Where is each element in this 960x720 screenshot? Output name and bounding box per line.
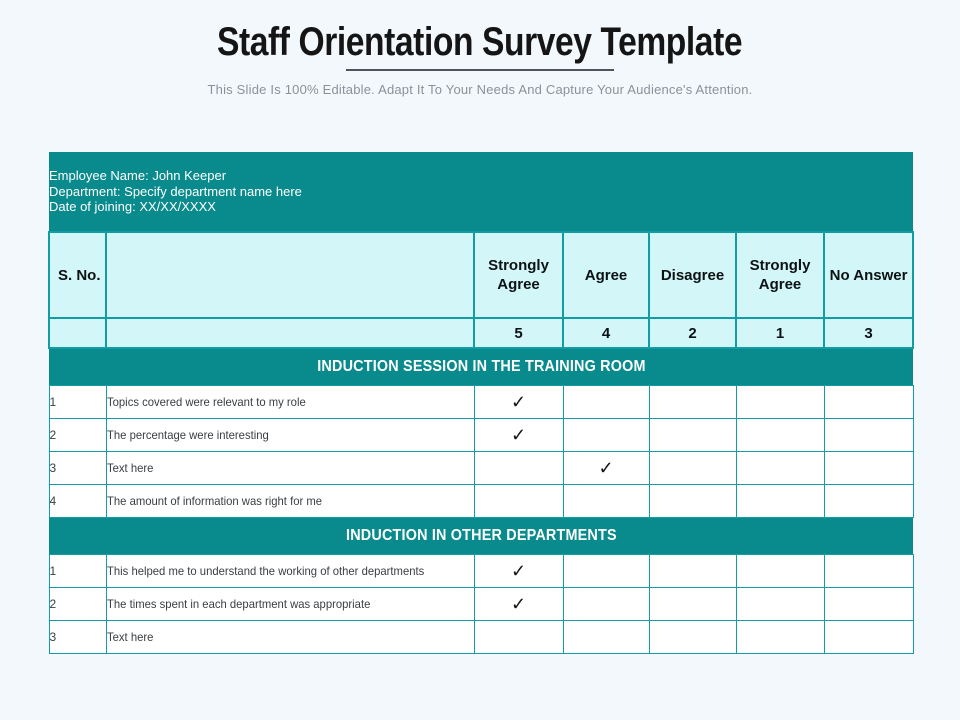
scale-value-5: 1 bbox=[736, 318, 824, 348]
row-item bbox=[106, 418, 474, 451]
department-line: Department: Specify department name here bbox=[49, 183, 302, 199]
survey-table bbox=[48, 152, 914, 654]
check-cell-empty bbox=[649, 587, 736, 620]
column-header-5: Strongly Agree bbox=[736, 232, 824, 318]
check-cell-empty bbox=[474, 484, 563, 517]
column-header-6: No Answer bbox=[824, 232, 913, 318]
row-item bbox=[106, 451, 474, 484]
scale-value-3: 4 bbox=[563, 318, 649, 348]
column-header-3: Agree bbox=[563, 232, 649, 318]
row-item-text: The amount of information was right for me bbox=[106, 493, 322, 508]
slide-header bbox=[0, 0, 960, 97]
row-item bbox=[106, 587, 474, 620]
section-header-text: INDUCTION SESSION IN THE TRAINING ROOM bbox=[316, 357, 646, 375]
row-item-text: This helped me to understand the working of other departments bbox=[106, 563, 424, 578]
row-number: 2 bbox=[49, 418, 106, 451]
row-item bbox=[106, 385, 474, 418]
check-cell-empty bbox=[824, 554, 913, 587]
check-cell-empty bbox=[824, 620, 913, 653]
check-cell-empty bbox=[824, 418, 913, 451]
column-header-1 bbox=[106, 232, 474, 318]
check-cell-empty bbox=[474, 620, 563, 653]
row-number: 1 bbox=[49, 554, 106, 587]
check-cell-empty bbox=[824, 587, 913, 620]
check-cell-empty bbox=[563, 554, 649, 587]
row-number: 4 bbox=[49, 484, 106, 517]
check-cell-empty bbox=[736, 385, 824, 418]
scale-value-6: 3 bbox=[824, 318, 913, 348]
row-item-text: The percentage were interesting bbox=[106, 427, 269, 442]
survey-row bbox=[49, 418, 913, 451]
row-item-text: Topics covered were relevant to my role bbox=[106, 394, 306, 409]
check-cell-empty bbox=[736, 620, 824, 653]
scale-value-2: 5 bbox=[474, 318, 563, 348]
check-cell-empty bbox=[649, 554, 736, 587]
check-cell-empty bbox=[736, 451, 824, 484]
check-cell-empty bbox=[649, 385, 736, 418]
check-cell-empty bbox=[824, 385, 913, 418]
section-header-0 bbox=[49, 348, 913, 385]
survey-row bbox=[49, 587, 913, 620]
survey-row bbox=[49, 385, 913, 418]
check-cell-checked: ✓ bbox=[474, 554, 563, 587]
scale-value-0 bbox=[49, 318, 106, 348]
row-number: 3 bbox=[49, 451, 106, 484]
column-header-4: Disagree bbox=[649, 232, 736, 318]
section-header-row bbox=[49, 517, 913, 554]
column-header-row bbox=[49, 232, 913, 318]
check-cell-empty bbox=[649, 451, 736, 484]
check-cell-empty bbox=[649, 620, 736, 653]
row-item bbox=[106, 554, 474, 587]
employee-name-line: Employee Name: John Keeper bbox=[49, 168, 227, 184]
survey-row bbox=[49, 620, 913, 653]
employee-info-row bbox=[49, 152, 913, 232]
survey-row bbox=[49, 554, 913, 587]
section-header-1 bbox=[49, 517, 913, 554]
survey-row bbox=[49, 451, 913, 484]
check-cell-empty bbox=[736, 587, 824, 620]
page-title-text: Staff Orientation Survey Template bbox=[217, 20, 743, 64]
row-item-text: Text here bbox=[106, 629, 153, 644]
check-cell-empty bbox=[563, 587, 649, 620]
page-title bbox=[0, 20, 960, 64]
row-number: 1 bbox=[49, 385, 106, 418]
check-cell-empty bbox=[474, 451, 563, 484]
check-cell-checked: ✓ bbox=[474, 385, 563, 418]
check-cell-checked: ✓ bbox=[474, 418, 563, 451]
check-cell-checked: ✓ bbox=[474, 587, 563, 620]
check-cell-checked: ✓ bbox=[563, 451, 649, 484]
check-cell-empty bbox=[824, 451, 913, 484]
page-subtitle: This Slide Is 100% Editable. Adapt It To Your Needs And Capture Your Audience's Attention. bbox=[207, 82, 753, 97]
employee-info-block bbox=[49, 152, 913, 232]
check-cell-empty bbox=[736, 484, 824, 517]
row-number: 3 bbox=[49, 620, 106, 653]
section-header-row bbox=[49, 348, 913, 385]
scale-value-row bbox=[49, 318, 913, 348]
check-cell-empty bbox=[649, 418, 736, 451]
scale-value-4: 2 bbox=[649, 318, 736, 348]
date-of-joining-line: Date of joining: XX/XX/XXXX bbox=[49, 199, 216, 215]
row-item-text: The times spent in each department was appropriate bbox=[106, 596, 370, 611]
check-cell-empty bbox=[563, 385, 649, 418]
check-cell-empty bbox=[824, 484, 913, 517]
title-divider bbox=[346, 69, 614, 71]
check-cell-empty bbox=[563, 484, 649, 517]
row-number: 2 bbox=[49, 587, 106, 620]
check-cell-empty bbox=[736, 418, 824, 451]
check-cell-empty bbox=[649, 484, 736, 517]
row-item bbox=[106, 484, 474, 517]
check-cell-empty bbox=[563, 620, 649, 653]
column-header-2: Strongly Agree bbox=[474, 232, 563, 318]
check-cell-empty bbox=[563, 418, 649, 451]
scale-value-1 bbox=[106, 318, 474, 348]
check-cell-empty bbox=[736, 554, 824, 587]
survey-row bbox=[49, 484, 913, 517]
section-header-text: INDUCTION IN OTHER DEPARTMENTS bbox=[345, 526, 617, 544]
row-item-text: Text here bbox=[106, 460, 153, 475]
row-item bbox=[106, 620, 474, 653]
column-header-0: S. No. bbox=[49, 232, 106, 318]
